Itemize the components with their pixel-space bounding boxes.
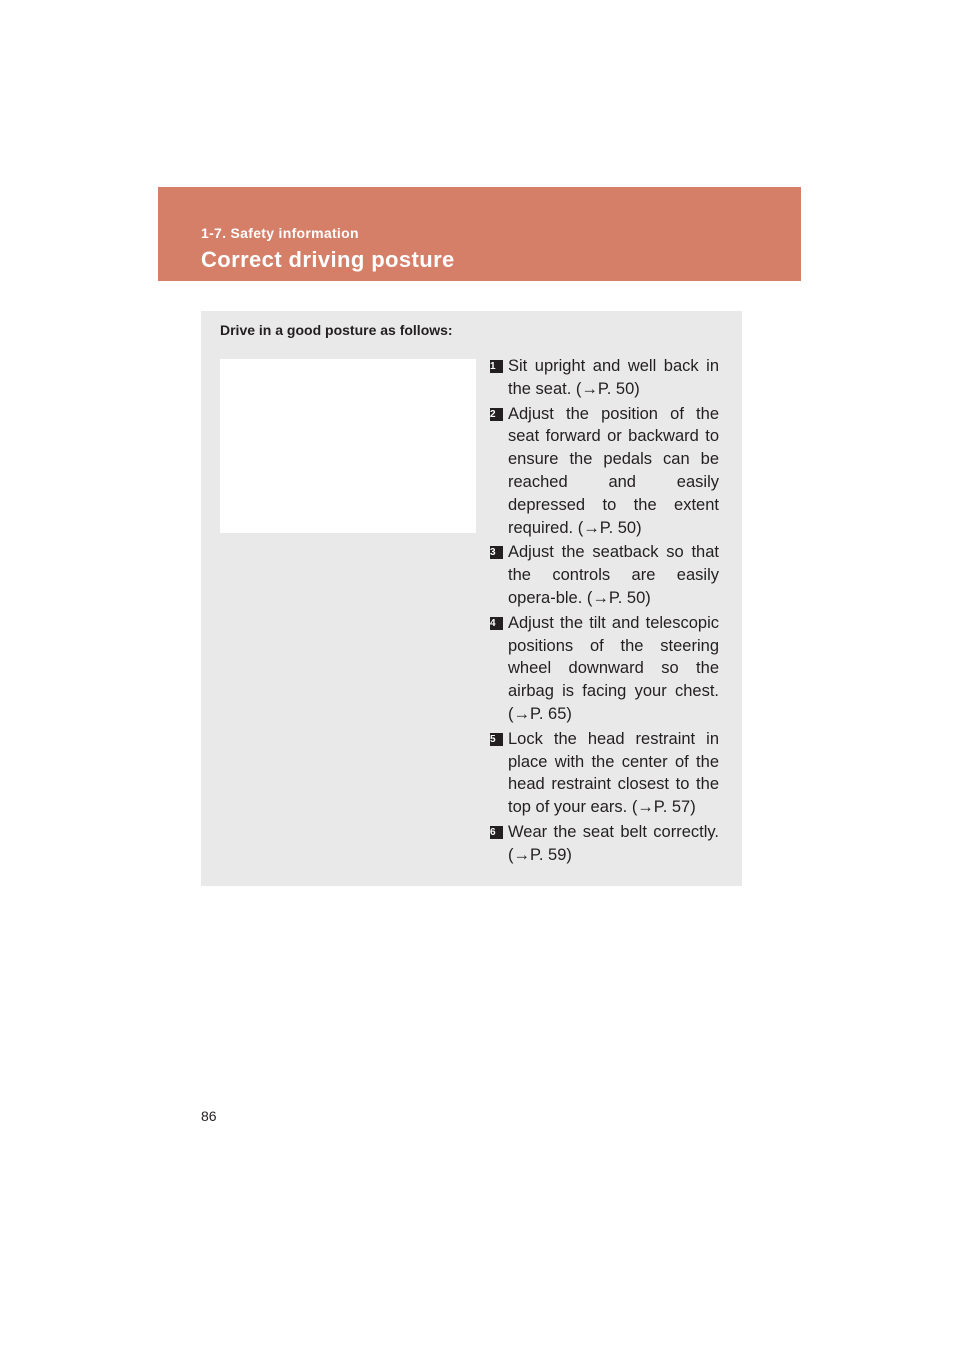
step-number-badge: 5 [490, 733, 503, 746]
intro-text: Drive in a good posture as follows: [220, 322, 453, 338]
step-text: Adjust the tilt and telescopic positions of the steering wheel downward so the airbag is facing your chest. (→P. 65) [508, 613, 719, 723]
step-item [477, 821, 719, 867]
steps-list [477, 355, 719, 869]
step-number-badge: 2 [490, 408, 503, 421]
step-number-badge: 3 [490, 546, 503, 559]
step-number-badge: 6 [490, 826, 503, 839]
step-number-badge: 4 [490, 617, 503, 630]
step-item [477, 355, 719, 401]
step-number-badge: 1 [490, 360, 503, 373]
step-item [477, 728, 719, 819]
step-text: Adjust the position of the seat forward or backward to ensure the pedals can be reached and easily depressed to the extent required. (→P. 50) [508, 404, 719, 537]
section-header [158, 187, 801, 281]
step-item [477, 612, 719, 726]
step-text: Wear the seat belt correctly. (→P. 59) [508, 822, 719, 864]
step-item [477, 403, 719, 540]
step-text: Lock the head restraint in place with the center of the head restraint closest to the top of your ears. (→P. 57) [508, 729, 719, 817]
section-label: 1-7. Safety information [201, 225, 359, 241]
step-text: Sit upright and well back in the seat. (→P. 50) [508, 357, 719, 398]
driving-posture-illustration [220, 359, 476, 533]
step-item [477, 541, 719, 609]
content-box [201, 311, 742, 886]
page-number: 86 [201, 1108, 217, 1124]
page-title: Correct driving posture [201, 247, 455, 272]
step-text: Adjust the seatback so that the controls are easily opera-ble. (→P. 50) [508, 543, 719, 607]
